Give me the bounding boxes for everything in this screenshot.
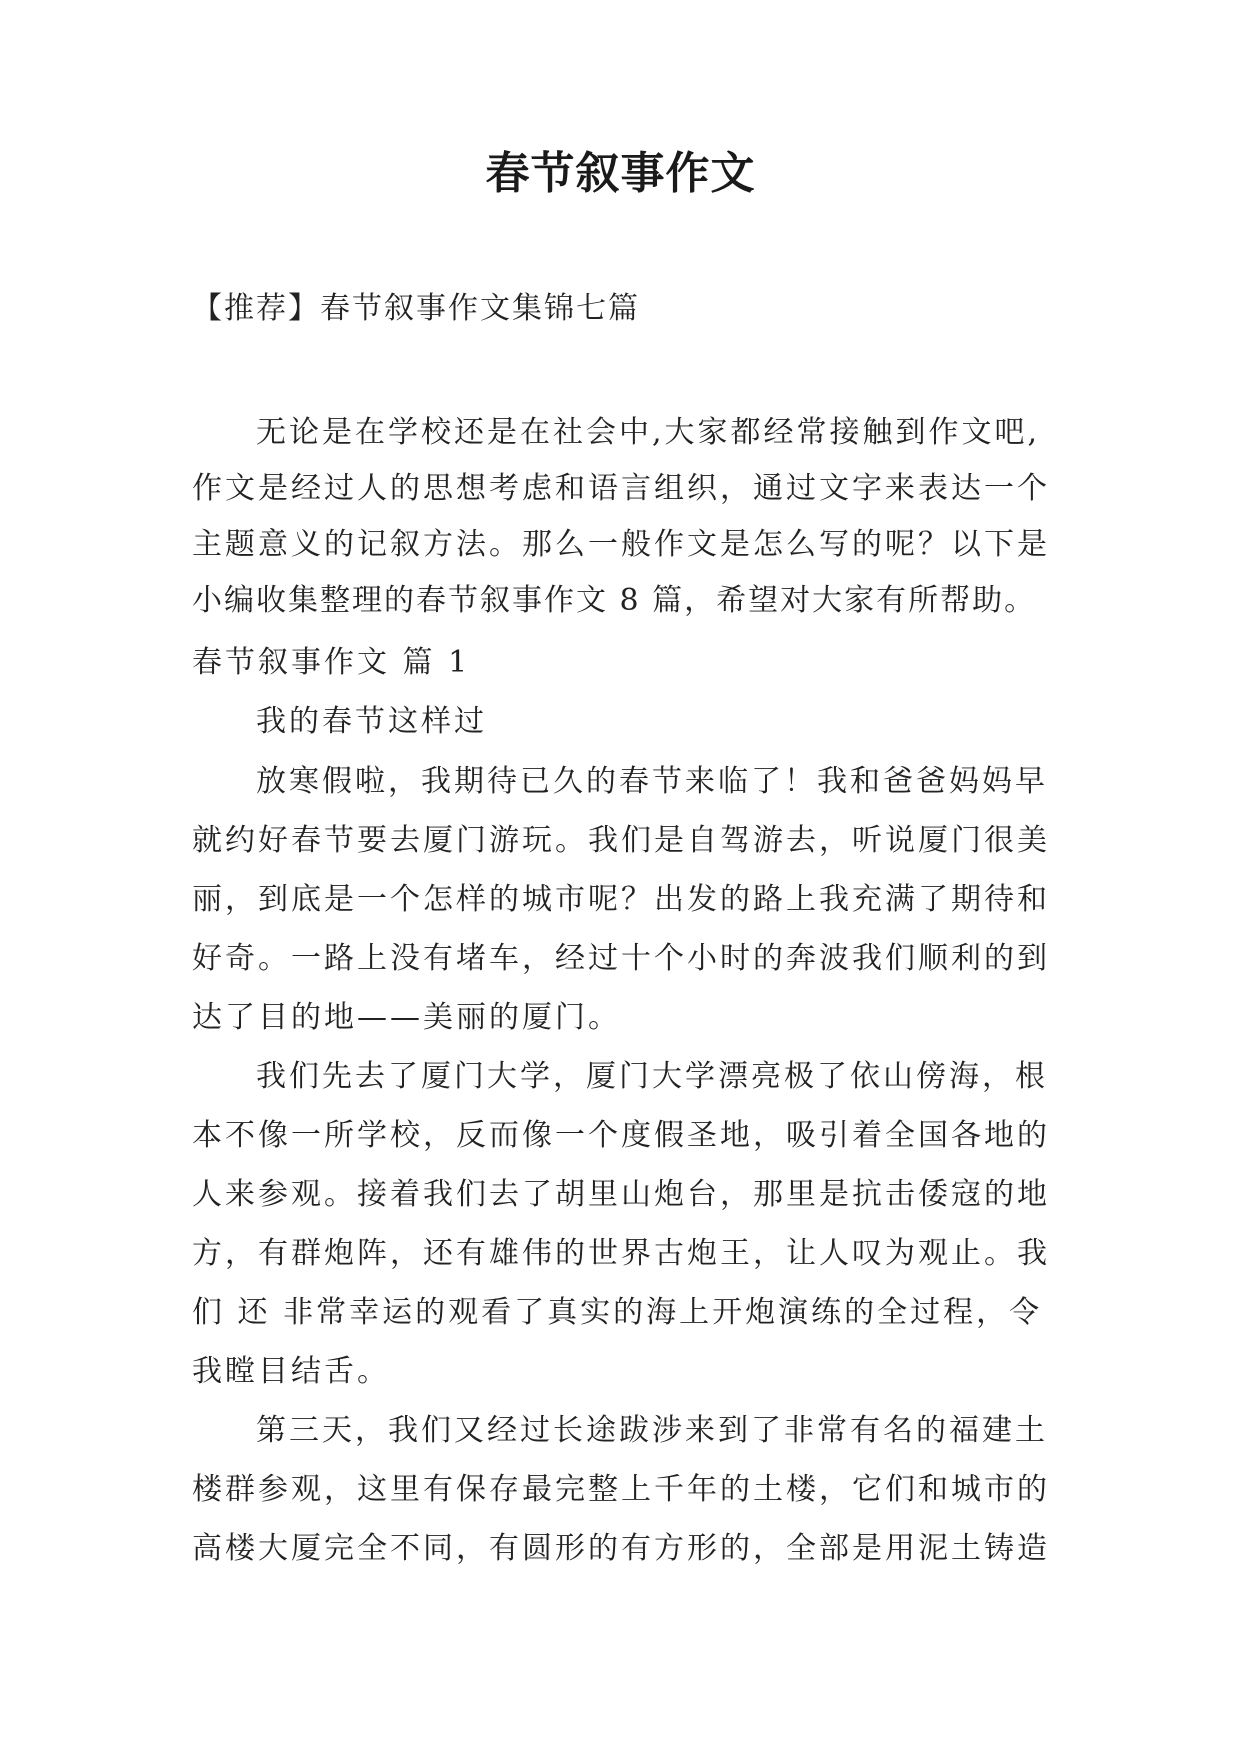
body-line: 楼群参观，这里有保存最完整上千年的土楼，它们和城市的 bbox=[192, 1472, 1050, 1507]
body-line: 我们先去了厦门大学，厦门大学漂亮极了依山傍海，根 bbox=[256, 1059, 1048, 1094]
body-line: 放寒假啦，我期待已久的春节来临了！我和爸爸妈妈早 bbox=[256, 764, 1048, 799]
body-line: 高楼大厦完全不同，有圆形的有方形的，全部是用泥土铸造 bbox=[192, 1531, 1050, 1566]
body-line: 们 还 非常幸运的观看了真实的海上开炮演练的全过程，令 bbox=[192, 1295, 1043, 1330]
document-title: 春节叙事作文 bbox=[485, 148, 756, 199]
body-line: 无论是在学校还是在社会中,大家都经常接触到作文吧, bbox=[256, 415, 1041, 450]
body-line: 主题意义的记叙方法。那么一般作文是怎么写的呢？以下是 bbox=[192, 527, 1050, 562]
body-line: 就约好春节要去厦门游玩。我们是自驾游去，听说厦门很美 bbox=[192, 823, 1050, 858]
section-heading: 春节叙事作文 篇 1 bbox=[192, 645, 471, 680]
body-line: 方，有群炮阵，还有雄伟的世界古炮王，让人叹为观止。我 bbox=[192, 1236, 1050, 1271]
document-subtitle: 【推荐】春节叙事作文集锦七篇 bbox=[192, 291, 640, 326]
body-line: 好奇。一路上没有堵车，经过十个小时的奔波我们顺利的到 bbox=[192, 941, 1050, 976]
body-line: 我瞠目结舌。 bbox=[192, 1354, 390, 1389]
body-line: 达了目的地——美丽的厦门。 bbox=[192, 1000, 621, 1035]
body-line: 小编收集整理的春节叙事作文 8 篇，希望对大家有所帮助。 bbox=[192, 583, 1037, 618]
body-line: 人来参观。接着我们去了胡里山炮台，那里是抗击倭寇的地 bbox=[192, 1177, 1050, 1212]
body-line: 作文是经过人的思想考虑和语言组织，通过文字来表达一个 bbox=[192, 471, 1050, 506]
essay-title: 我的春节这样过 bbox=[256, 704, 487, 739]
body-line: 丽，到底是一个怎样的城市呢？出发的路上我充满了期待和 bbox=[192, 882, 1050, 917]
body-line: 第三天，我们又经过长途跋涉来到了非常有名的福建土 bbox=[256, 1413, 1048, 1448]
body-line: 本不像一所学校，反而像一个度假圣地，吸引着全国各地的 bbox=[192, 1118, 1050, 1153]
